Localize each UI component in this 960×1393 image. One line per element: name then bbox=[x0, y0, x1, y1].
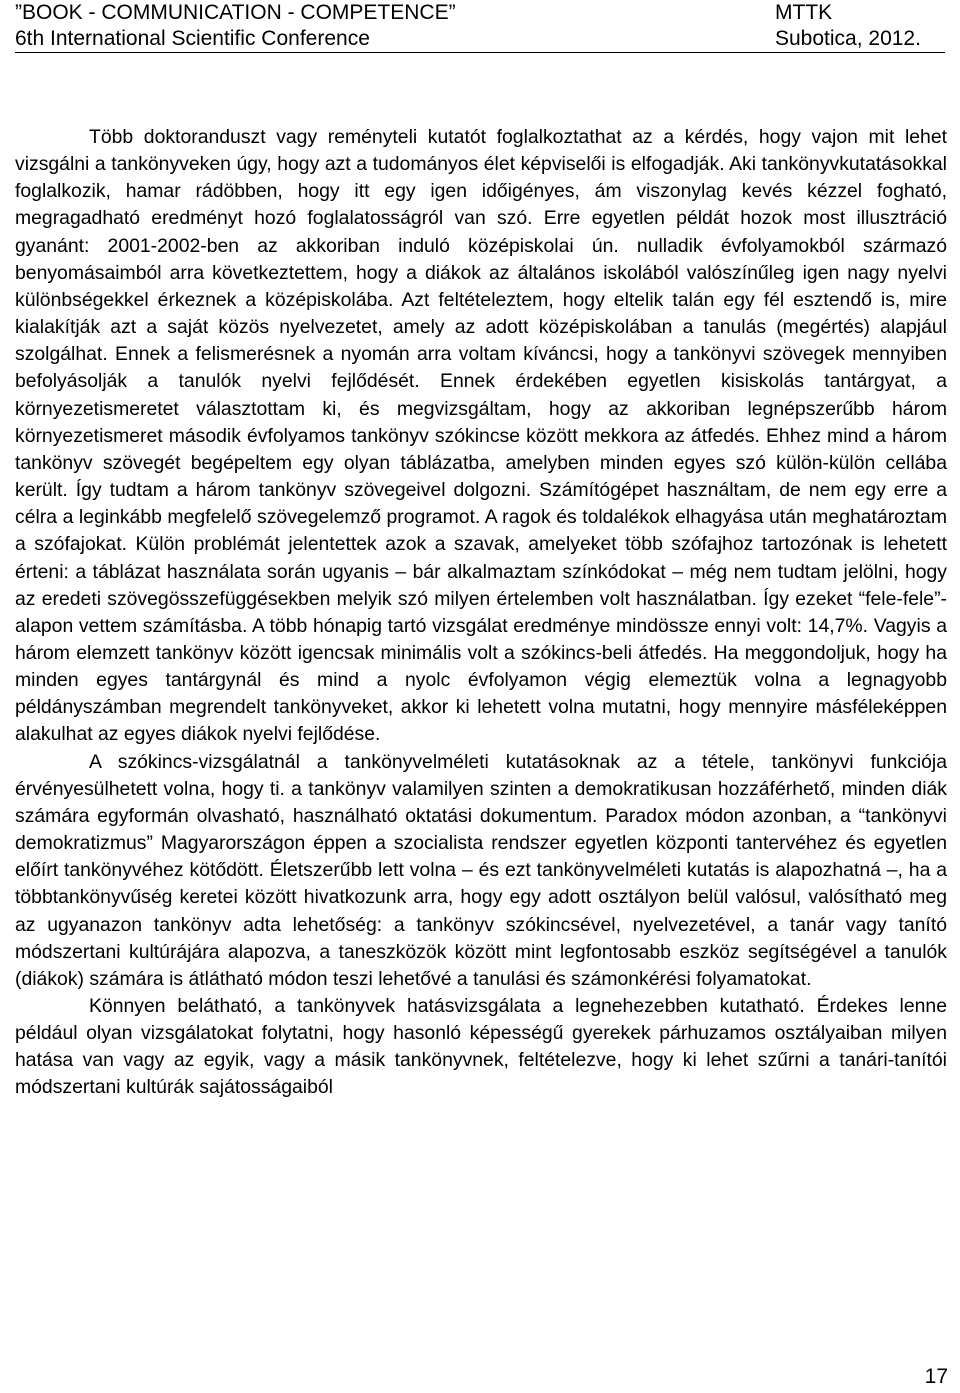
conference-edition: 6th International Scientific Conference bbox=[15, 27, 370, 50]
paragraph: Könnyen belátható, a tankönyvek hatásvizsgálata a legnehezebben kutatható. Érdekes lenne például olyan vizsgálatokat folytatni, hogy hasonló képességű gyerekek párhuzamos osztályaiban milyen hatása van vagy az egyik, vagy a másik tankönyvnek, feltételezve, hogy ki lehet szűrni a tanári-tanítói módszertani kultúrák sajátosságaiból bbox=[15, 995, 947, 1099]
paragraph: Több doktoranduszt vagy reményteli kutatót foglalkoztathat az a kérdés, hogy vajon mit lehet vizsgálni a tankönyveken úgy, hogy azt a tudományos élet képviselői is elfogadják. Aki tankönyvkutatásokkal foglalkozik, hamar rádöbben, hogy itt egy igen időigényes, ám viszonylag kevés kézzel fogható, megragadható eredményt hozó foglalatosságról van szó. Erre egyetlen példát hozok most illusztráció gyanánt: 2001-2002-ben az akkoriban induló középiskolai ún. nulladik évfolyamokból származó benyomásaimból arra következtettem, hogy a diákok az általános iskolából valószínűleg igen nagy nyelvi különbségekkel érkeznek a középiskolába. Azt feltételeztem, hogy eltelik talán egy fél esztendő is, mire kialakítják azt a saját közös nyelvezetet, amely az adott középiskolában a tanulás (megértés) alapjául szolgálhat. Ennek a felismerésnek a nyomán arra voltam kíváncsi, hogy a tankönyvi szövegek mennyiben befolyásolják a tanulók nyelvi fejlődését. Ennek érdekében egyetlen kisiskolás tantárgyat, a környezetismeretet választottam ki, és megvizsgáltam, hogy az akkoriban legnépszerűbb három környezetismeret második évfolyamos tankönyv szókincse között mekkora az átfedés. Ehhez mind a három tankönyv szövegét begépeltem egy olyan táblázatba, amelyben minden egyes szó külön-külön cellába került. Így tudtam a három tankönyv szövegeivel dolgozni. Számítógépet használtam, de nem egy erre a célra a leginkább megfelelő szövegelemző programot. A ragok és toldalékok elhagyása után meghatároztam a szófajokat. Külön problémát jelentettek azok a szavak, amelyeket több szófajhoz tartozónak is lehetett érteni: a táblázat használata során ugyanis – bár alkalmaztam színkódokat – még nem tudtam jelölni, hogy az eredeti szövegösszefüggésekben melyik szó milyen értelemben volt használatban. Így ezeket “fele-fele”-alapon vettem számításba. A több hónapig tartó vizsgálat eredménye mindössze ennyi volt: 14,7%. Vagyis a három elemzett tankönyv között igencsak minimális volt a szókincs-beli átfedés. Ha meggondoljuk, hogy ha minden egyes tantárgynál és mind a nyolc évfolyamon végig elemeztük volna a legnagyobb példányszámban megrendelt tankönyveket, akkor ki lehetett volna mutatni, hogy mennyire másféleképpen alakulhat az egyes diákok nyelvi fejlődése. bbox=[15, 126, 947, 746]
header-row-1 bbox=[15, 0, 945, 26]
body-text bbox=[15, 124, 947, 1102]
conference-name: ”BOOK - COMMUNICATION - COMPETENCE” bbox=[15, 1, 456, 24]
page-number: 17 bbox=[924, 1365, 948, 1388]
running-header bbox=[15, 0, 945, 53]
location-date: Subotica, 2012. bbox=[775, 27, 921, 50]
header-row-2 bbox=[15, 26, 945, 52]
organizer: MTTK bbox=[775, 1, 833, 24]
paragraph: A szókincs-vizsgálatnál a tankönyvelméleti kutatásoknak az a tétele, tankönyvi funkciója érvényesülhetett volna, hogy ti. a tankönyv valamilyen szinten a demokratikusan hozzáférhető, minden diák számára egyformán olvasható, használható oktatási dokumentum. Paradox módon azonban, a “tankönyvi demokratizmus” Magyarországon éppen a szocialista rendszer egyetlen központi tantervéhez és egyetlen előírt tankönyvéhez kötődött. Életszerűbb lett volna – és ezt tankönyvelméleti kutatás is alapozhatná –, ha a többtankönyvűség keretei között hivatkozunk arra, hogy egy adott osztályon belül valósul, valósítható meg az ugyanazon tankönyv adta lehetőség: a tankönyv szókincsével, nyelvezetével, a tanár vagy tanító módszertani kultúrájára alapozva, a taneszközök között mint legfontosabb eszköz segítségével a tanulók (diákok) számára is átlátható módon teszi lehetővé a tanulási és számonkérési folyamatokat. bbox=[15, 750, 947, 990]
